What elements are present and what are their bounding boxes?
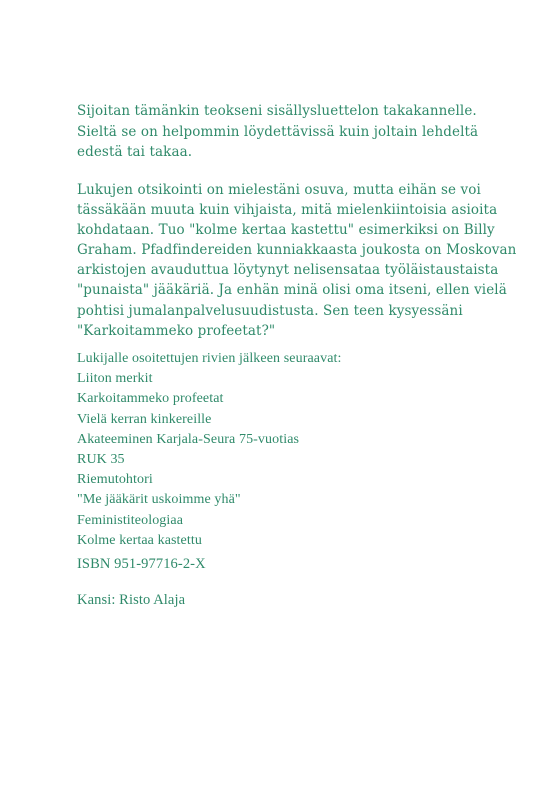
intro-paragraph-line: edestä tai takaa. (77, 144, 193, 160)
contents-list-item: Liiton merkit (77, 371, 153, 387)
chapter-titles-paragraph-line: Graham. Pfadfindereiden kunniakkaasta joukosta on Moskovan (77, 242, 517, 259)
contents-list (77, 349, 517, 551)
chapter-titles-paragraph-line: Lukujen otsikointi on mielestäni osuva, mutta eihän se voi (77, 182, 481, 198)
contents-list-item: Akateeminen Karjala-Seura 75-vuotias (77, 431, 300, 447)
contents-list-item: Kolme kertaa kastettu (77, 532, 202, 548)
contents-list-intro: Lukijalle osoitettujen rivien jälkeen seuraavat: (77, 351, 342, 366)
contents-list-item: Vielä kerran kinkereille (77, 411, 212, 427)
contents-list-item: Riemutohtori (77, 472, 153, 488)
chapter-titles-paragraph-line: "punaista" jääkäriä. Ja enhän minä olisi oma itseni, ellen vielä (77, 282, 507, 299)
intro-paragraph (77, 101, 517, 163)
intro-paragraph-line: Sieltä se on helpommin löydettävissä kuin joltain lehdeltä (77, 123, 479, 140)
contents-list-item: Karkoitammeko profeetat (77, 391, 224, 407)
chapter-titles-paragraph-line: kohdataan. Tuo "kolme kertaa kastettu" esimerkiksi on Billy (77, 222, 495, 239)
chapter-titles-paragraph-line: pohtisi jumalanpalvelusuudistusta. Sen teen kysyessäni (77, 302, 463, 319)
contents-list-item: "Me jääkärit uskoimme yhä" (77, 492, 241, 508)
contents-list-item: RUK 35 (77, 452, 125, 468)
chapter-titles-paragraph-line: tässäkään muuta kuin vihjaista, mitä mielenkiintoisia asioita (77, 202, 498, 219)
chapter-titles-paragraph-line: arkistojen avauduttua löytynyt nelisensataa työläistaustaista (77, 262, 499, 279)
isbn-number: ISBN 951-97716-2-X (77, 556, 206, 572)
chapter-titles-paragraph (77, 180, 517, 341)
intro-paragraph-line: Sijoitan tämänkin teokseni sisällysluettelon takakannelle. (77, 103, 477, 119)
chapter-titles-paragraph-line: "Karkoitammeko profeetat?" (77, 322, 276, 339)
cover-credit: Kansi: Risto Alaja (77, 592, 186, 608)
contents-list-item: Feministiteologiaa (77, 512, 184, 528)
